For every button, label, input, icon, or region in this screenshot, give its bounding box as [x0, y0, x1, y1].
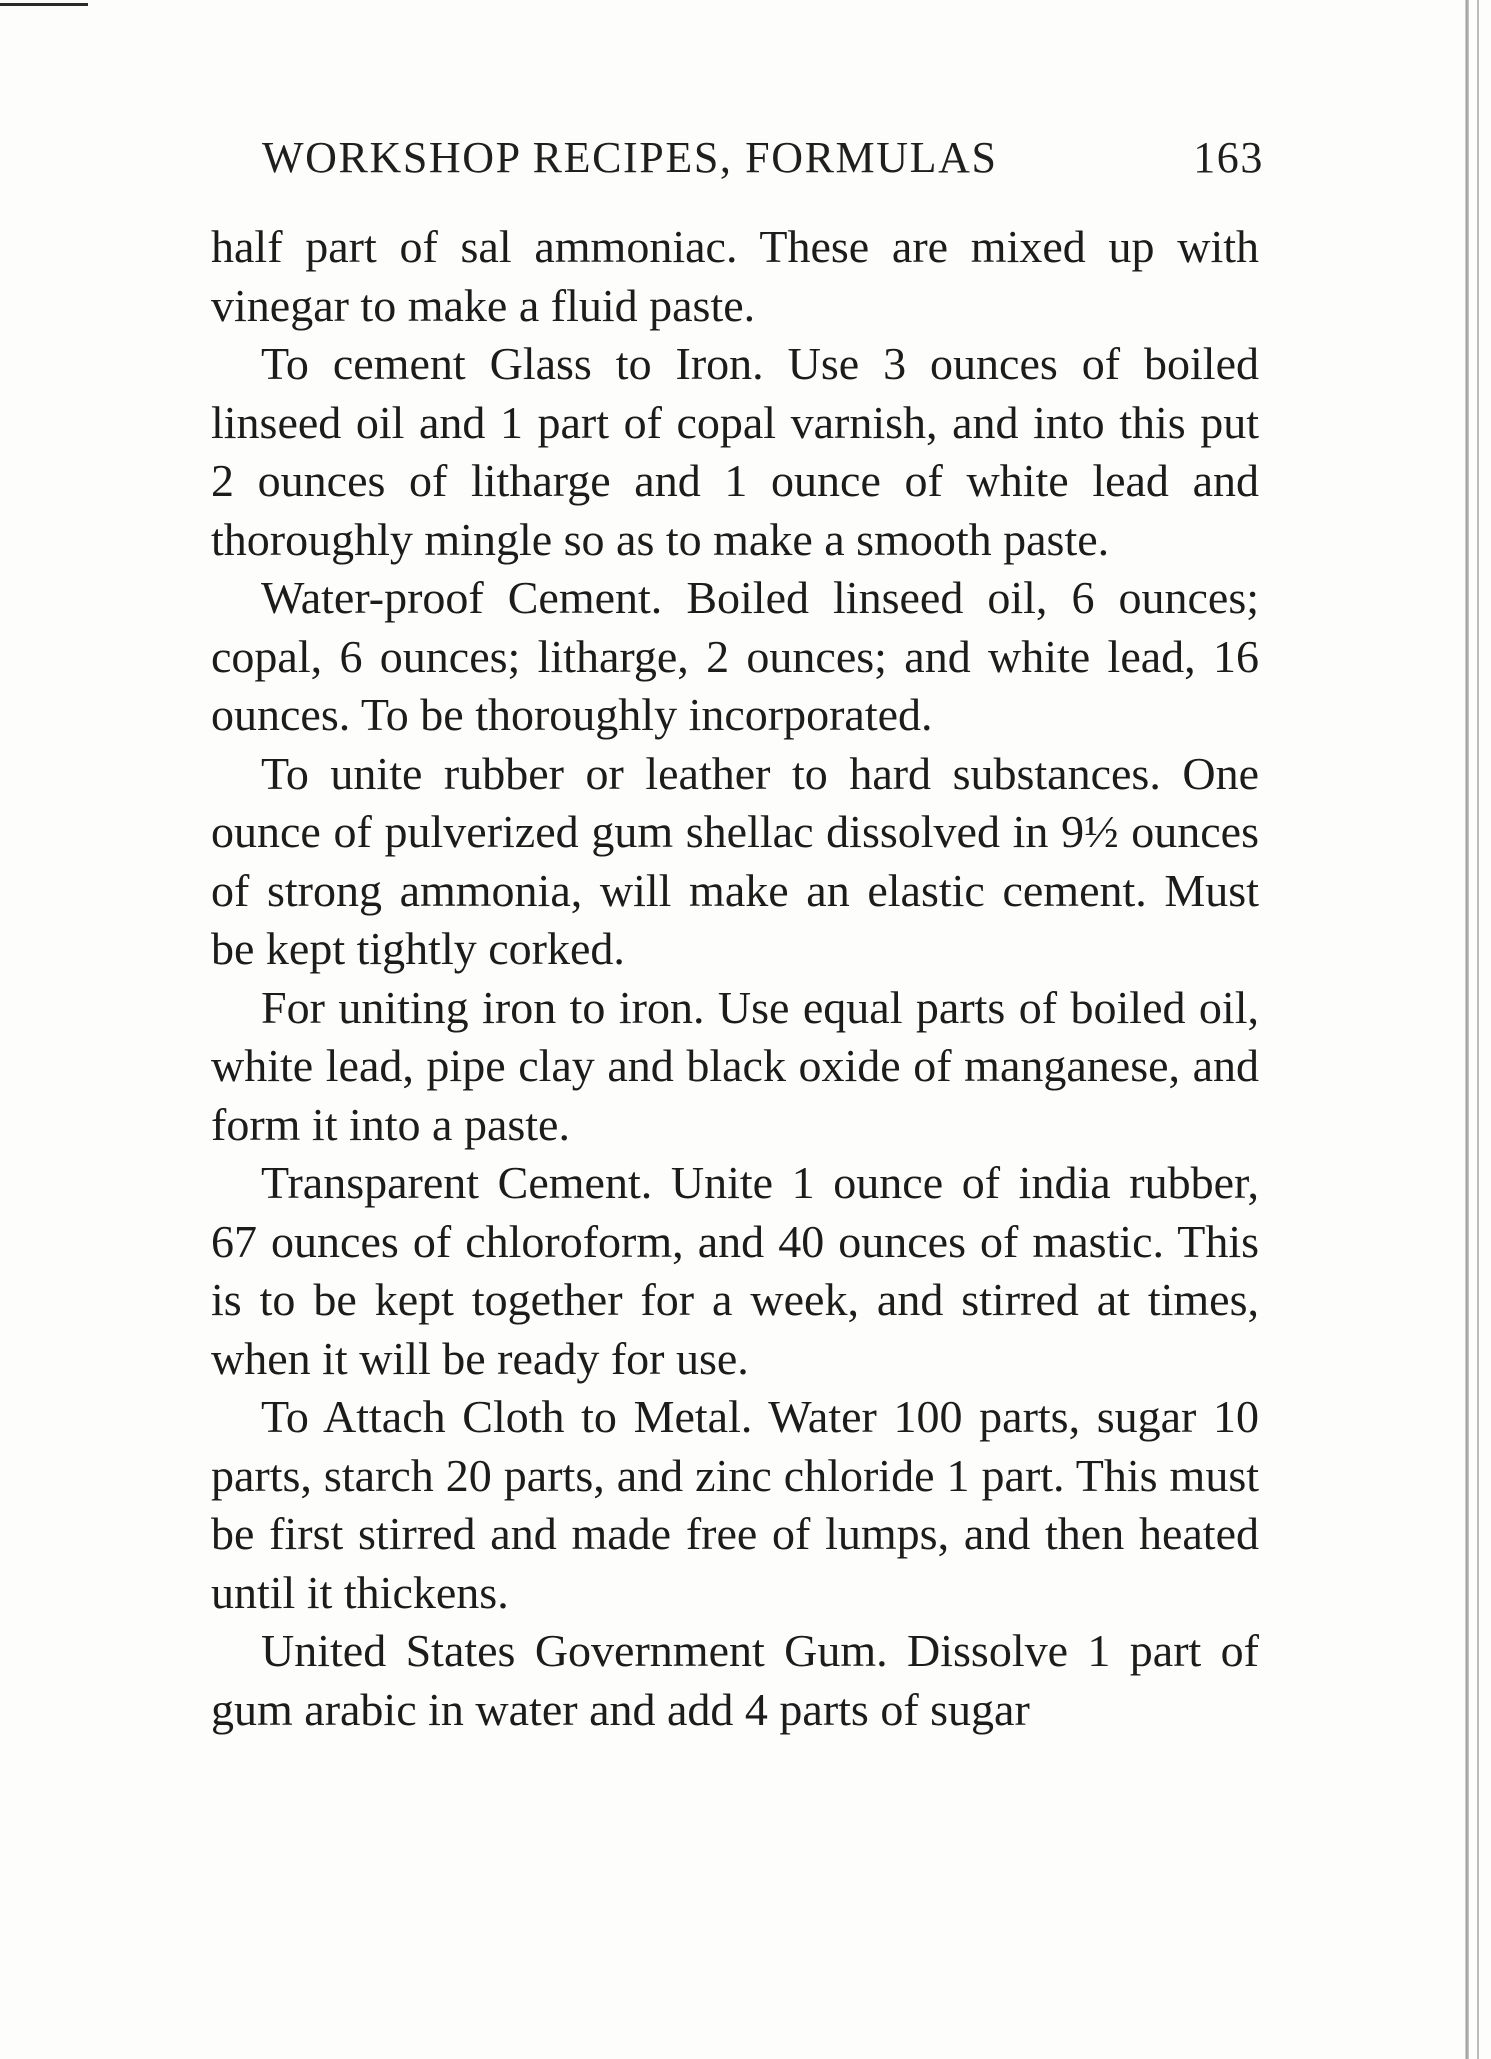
paragraph-iron-to-iron: For uniting iron to iron. Use equal parts of boiled oil, white lead, pipe clay and black oxide of manganese, and form it into a paste.: [211, 981, 1259, 1150]
paragraph-government-gum: United States Government Gum. Dissolve 1 part of gum arabic in water and add 4 parts of sugar: [211, 1625, 1259, 1735]
scan-corner-rule: [0, 3, 88, 6]
page-edge-shadow: [1465, 0, 1469, 2059]
paragraph-glass-to-iron: To cement Glass to Iron. Use 3 ounces of boiled linseed oil and 1 part of copal varnish, and into this put 2 ounces of litharge and 1 ounce of white lead and thoroughly mingle so as to make a smooth paste.: [211, 338, 1259, 565]
paragraph-transparent-cement: Transparent Cement. Unite 1 ounce of india rubber, 67 ounces of chloroform, and 40 ounces of mastic. This is to be kept together for a week, and stirred at times, when it will be ready for use.: [211, 1157, 1259, 1384]
paragraph-waterproof-cement: Water-proof Cement. Boiled linseed oil, 6 ounces; copal, 6 ounces; litharge, 2 ounces; and white lead, 16 ounces. To be thoroughly incorporated.: [211, 572, 1259, 740]
paragraph-cloth-to-metal: To Attach Cloth to Metal. Water 100 parts, sugar 10 parts, starch 20 parts, and zinc chloride 1 part. This must be first stirred and made free of lumps, and then heated until it thickens.: [211, 1391, 1259, 1618]
paragraph-continuation: half part of sal ammoniac. These are mixed up with vinegar to make a fluid paste.: [211, 221, 1259, 331]
running-title: WORKSHOP RECIPES, FORMULAS: [262, 133, 998, 182]
running-head: [262, 132, 1264, 192]
paragraph-rubber-leather: To unite rubber or leather to hard substances. One ounce of pulverized gum shellac dissolved in 9½ ounces of strong ammonia, will make an elastic cement. Must be kept tightly corked.: [211, 747, 1259, 974]
page-edge-line: [1477, 0, 1479, 2059]
body-text: [211, 218, 1259, 1739]
page-number: 163: [1193, 133, 1264, 182]
